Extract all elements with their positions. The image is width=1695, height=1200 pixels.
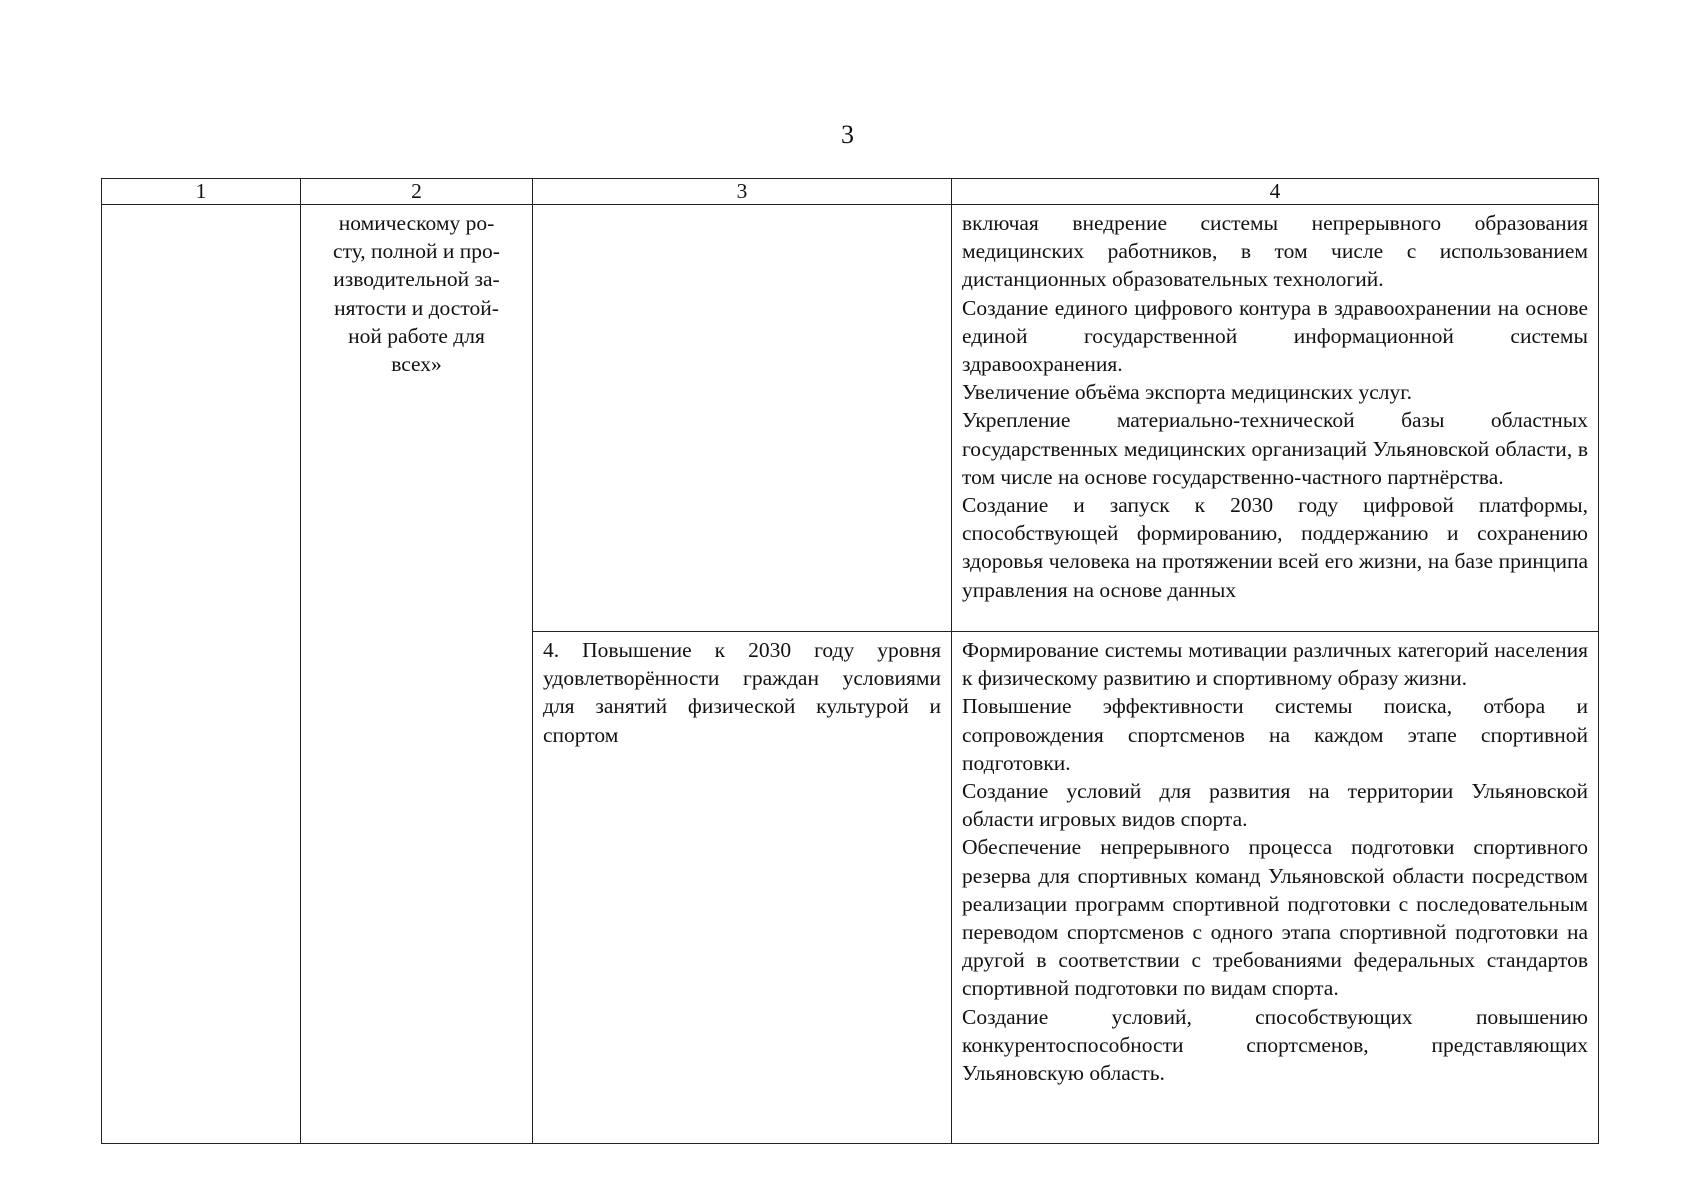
column-header-3: 3 bbox=[533, 179, 952, 205]
goal-paragraph: 4. Повышение к 2030 году уровня удовлетворённости граждан условиями для занятий физической культурой и спортом bbox=[543, 638, 941, 747]
col2-line: ной работе для bbox=[348, 323, 485, 348]
col2-line: сту, полной и про- bbox=[333, 239, 500, 264]
table-header-row bbox=[102, 179, 1599, 205]
task-paragraph: Создание условий для развития на территории Ульяновской области игровых видов спорта. bbox=[962, 779, 1588, 832]
document-table bbox=[101, 178, 1599, 1144]
cell-col3-empty bbox=[533, 205, 952, 632]
task-paragraph: Создание условий, способствующих повышению конкурентоспособности спортсменов, представляющих Ульяновскую область. bbox=[962, 1004, 1588, 1086]
col2-line: нятости и достой- bbox=[334, 295, 499, 320]
table-row bbox=[102, 205, 1599, 632]
cell-col4-sport-tasks bbox=[952, 632, 1599, 1144]
column-header-1: 1 bbox=[102, 179, 301, 205]
cell-col4-healthcare-tasks bbox=[952, 205, 1599, 632]
task-paragraph: Обеспечение непрерывного процесса подготовки спортивного резерва для спортивных команд Ульяновской области посредством реализации программ спортивной подготовки с последовательным переводом спортсменов с одного этапа спортивной подготовки на другой в соответствии с требованиями федеральных стандартов спортивной подготовки по видам спорта. bbox=[962, 835, 1588, 1001]
col2-line: всех» bbox=[391, 352, 442, 377]
task-paragraph: Создание и запуск к 2030 году цифровой платформы, способствующей формированию, поддержанию и сохранению здоровья человека на протяжении всей его жизни, на базе принципа управления на основе данных bbox=[962, 493, 1588, 602]
page-number: 3 bbox=[841, 120, 854, 149]
cell-col3-sport-goal bbox=[533, 632, 952, 1144]
col2-line: изводительной за- bbox=[333, 267, 500, 292]
task-paragraph: Повышение эффективности системы поиска, отбора и сопровождения спортсменов на каждом этапе спортивной подготовки. bbox=[962, 694, 1588, 775]
col2-line: номическому ро- bbox=[338, 211, 495, 235]
cell-col1 bbox=[102, 205, 301, 1144]
column-header-4: 4 bbox=[952, 179, 1599, 205]
task-paragraph: Увеличение объёма экспорта медицинских услуг. bbox=[962, 380, 1413, 405]
column-header-2: 2 bbox=[301, 179, 533, 205]
cell-col2-goal-text bbox=[301, 205, 533, 1144]
task-paragraph: Формирование системы мотивации различных категорий населения к физическому развитию и спортивному образу жизни. bbox=[962, 638, 1588, 691]
task-paragraph: Создание единого цифрового контура в здравоохранении на основе единой государственной информационной системы здравоохранения. bbox=[962, 295, 1588, 377]
task-paragraph: Укрепление материально-технической базы областных государственных медицинских организаций Ульяновской области, в том числе на основе государственно-частного партнёрства. bbox=[962, 408, 1588, 489]
task-paragraph: включая внедрение системы непрерывного образования медицинских работников, в том числе с использованием дистанционных образовательных технологий. bbox=[962, 211, 1588, 292]
